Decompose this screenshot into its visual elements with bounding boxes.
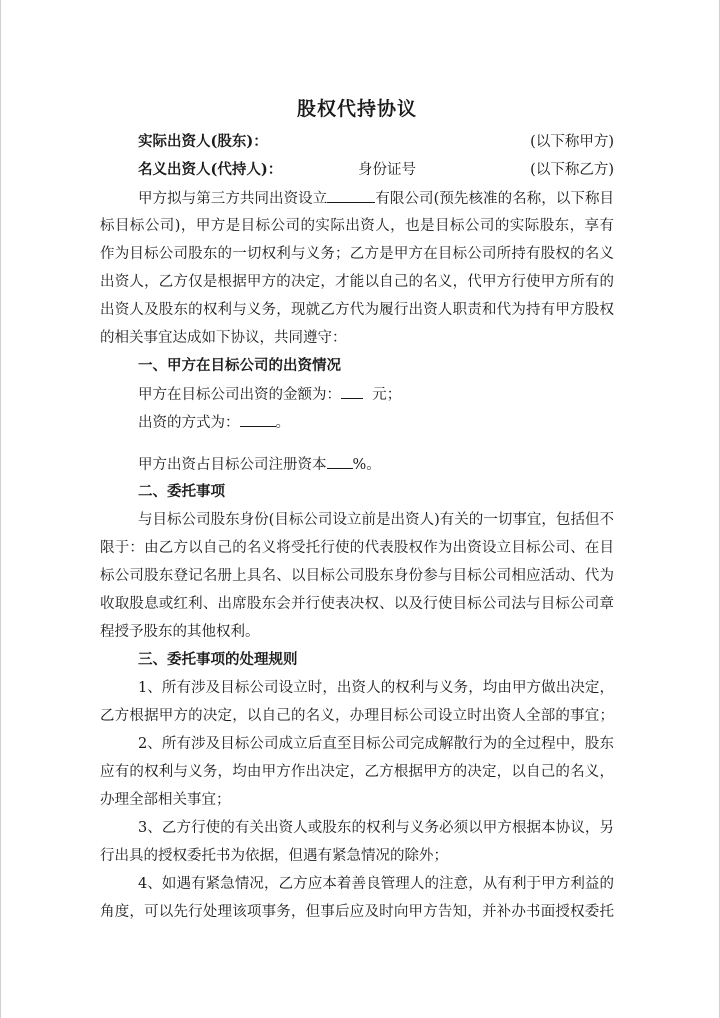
party-b-id-label: 身份证号: [358, 162, 416, 178]
s2-line-4: 收取股息或红利、出席股东会并行使表决权、以及行使目标公司法与目标公司章: [100, 596, 614, 612]
amount-blank: [341, 382, 363, 399]
s1-ratio-line: [138, 452, 614, 476]
party-a-row: [138, 130, 614, 156]
s3-p3-line-1: 3、乙方行使的有关出资人或股东的权利与义务必须以甲方根据本协议，另: [138, 820, 614, 836]
s3-p2-line-3: 办理全部相关事宜；: [100, 792, 231, 808]
intro-line-2: 标目标公司)，甲方是目标公司的实际出资人，也是目标公司的实际股东，享有: [100, 218, 614, 234]
ratio-blank: [327, 452, 353, 469]
intro-line-3: 作为目标公司股东的一切权利与义务；乙方是甲方在目标公司所持有股权的名义: [100, 246, 614, 262]
s1-amount-label: 甲方在目标公司出资的金额为：: [138, 387, 341, 403]
document-title: 股权代持协议: [296, 98, 417, 120]
party-b-note: (以下称乙方): [530, 162, 614, 178]
party-b-label: 名义出资人(代持人)：: [138, 161, 283, 178]
s2-line-3: 标公司股东登记名册上具名、以目标公司股东身份参与目标公司相应活动、代为: [100, 568, 614, 584]
s1-method-line: [138, 410, 614, 434]
s3-p4-line-2: 角度，可以先行处理该项事务，但事后应及时向甲方告知，并补办书面授权委托: [100, 904, 614, 920]
s3-p3-line-2: 行出具的授权委托书为依据，但遇有紧急情况的除外；: [100, 848, 448, 864]
s1-method-label: 出资的方式为：: [138, 415, 240, 431]
s2-line-2: 限于：由乙方以自己的名义将受托行使的代表股权作为出资设立目标公司、在目: [100, 540, 614, 556]
method-blank: [240, 410, 276, 427]
s3-p1-line-2: 乙方根据甲方的决定，以自己的名义，办理目标公司设立时出资人全部的事宜；: [100, 708, 614, 724]
s2-line-5: 程授予股东的其他权利。: [100, 624, 260, 640]
intro-text-1a: 甲方拟与第三方共同出资设立: [138, 191, 328, 207]
party-b-row: [138, 158, 614, 184]
s1-method-end: 。: [275, 415, 290, 431]
s1-amount-unit: 元；: [372, 387, 402, 403]
party-a-note: (以下称甲方): [530, 134, 614, 150]
s1-amount-line: [138, 382, 614, 406]
intro-line-4: 出资人，乙方仅是根据甲方的决定，才能以自己的名义，代甲方行使甲方所有的: [100, 274, 614, 290]
party-a-label: 实际出资人(股东)：: [138, 133, 268, 150]
section-3-heading: 三、委托事项的处理规则: [138, 651, 298, 668]
intro-line-1: [138, 186, 614, 210]
section-1-heading: 一、甲方在目标公司的出资情况: [138, 357, 341, 374]
s3-p2-line-2: 应有的权利与义务，均由甲方作出决定，乙方根据甲方的决定，以自己的名义，: [100, 764, 614, 780]
company-name-blank: [327, 186, 375, 203]
s2-line-1: 与目标公司股东身份(目标公司设立前是出资人)有关的一切事宜，包括但不: [138, 512, 614, 528]
intro-line-5: 出资人及股东的权利与义务，现就乙方代为履行出资人职责和代为持有甲方股权: [100, 302, 614, 318]
s3-p4-line-1: 4、如遇有紧急情况，乙方应本着善良管理人的注意，从有利于甲方利益的: [138, 876, 614, 892]
s3-p2-line-1: 2、所有涉及目标公司成立后直至目标公司完成解散行为的全过程中，股东: [138, 736, 614, 752]
page-left-edge: [0, 0, 1, 1018]
intro-line-6: 的相关事宜达成如下协议，共同遵守：: [100, 330, 347, 346]
intro-text-1b: 有限公司(预先核准的名称，以下称目: [375, 191, 615, 207]
s3-p1-line-1: 1、所有涉及目标公司设立时，出资人的权利与义务，均由甲方做出决定，: [138, 680, 614, 696]
section-2-heading: 二、委托事项: [138, 483, 225, 500]
s1-ratio-unit: %。: [352, 457, 381, 473]
document-page: [100, 0, 614, 1018]
s1-ratio-label: 甲方出资占目标公司注册资本: [138, 457, 327, 473]
